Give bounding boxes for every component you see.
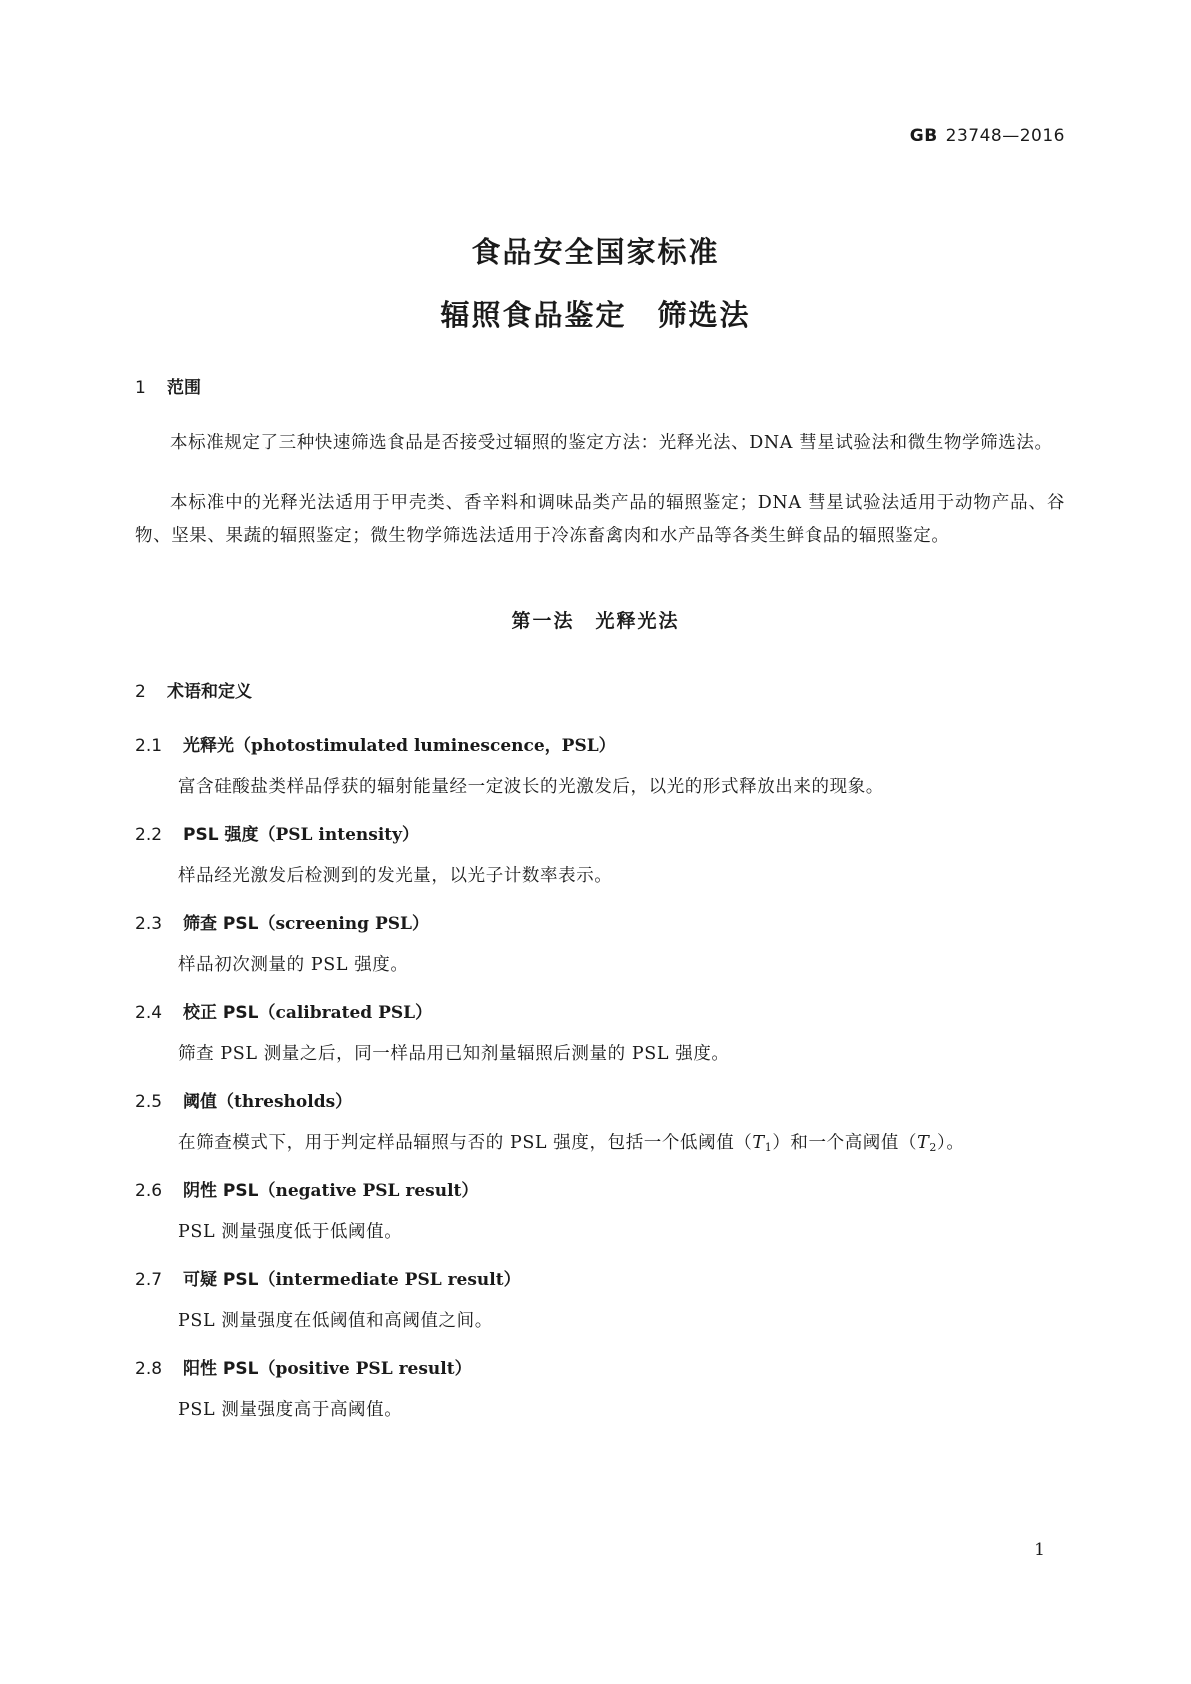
term-definition bbox=[178, 1129, 964, 1154]
term-number: 2.4 bbox=[135, 1003, 163, 1023]
term-english: （thresholds） bbox=[217, 1092, 353, 1112]
scope-paragraph-2: 本标准中的光释光法适用于甲壳类、香辛料和调味品类产品的辐照鉴定；DNA 彗星试验法适用于动物产品、谷物、坚果、果蔬的辐照鉴定；微生物学筛选法适用于冷冻畜禽肉和水产品等各类生鲜食品的辐照鉴定。 bbox=[135, 493, 1065, 546]
method-heading: 第一法 光释光法 bbox=[511, 610, 680, 632]
term-number: 2.1 bbox=[135, 736, 163, 756]
section-1-heading bbox=[135, 373, 201, 398]
definition-text: ）。 bbox=[937, 1133, 965, 1153]
term-heading bbox=[135, 909, 429, 934]
term-name: 光释光 bbox=[183, 736, 234, 756]
term-name: 阳性 PSL bbox=[183, 1359, 259, 1379]
section-number: 1 bbox=[135, 378, 146, 398]
document-title: 食品安全国家标准 bbox=[471, 235, 720, 269]
section-title: 范围 bbox=[167, 378, 201, 398]
term-english: （PSL intensity） bbox=[258, 825, 420, 845]
variable-symbol: T bbox=[917, 1133, 930, 1153]
term-heading bbox=[135, 1176, 478, 1201]
page-number: 1 bbox=[1034, 1540, 1045, 1560]
term-english: （screening PSL） bbox=[258, 914, 429, 934]
term-english: （intermediate PSL result） bbox=[258, 1270, 521, 1290]
term-name: 阈值 bbox=[183, 1092, 217, 1112]
definition-text: ）和一个高阈值（ bbox=[772, 1133, 918, 1153]
term-name: 可疑 PSL bbox=[183, 1270, 259, 1290]
term-english: （calibrated PSL） bbox=[258, 1003, 433, 1023]
term-definition: 样品经光激发后检测到的发光量，以光子计数率表示。 bbox=[178, 866, 613, 886]
standard-code-prefix: GB bbox=[909, 126, 938, 146]
term-number: 2.6 bbox=[135, 1181, 163, 1201]
term-english: （photostimulated luminescence，PSL） bbox=[234, 736, 616, 756]
term-english: （negative PSL result） bbox=[258, 1181, 479, 1201]
term-heading bbox=[135, 731, 616, 756]
term-number: 2.2 bbox=[135, 825, 163, 845]
term-number: 2.5 bbox=[135, 1092, 163, 1112]
term-heading bbox=[135, 1265, 521, 1290]
definition-text: 在筛查模式下，用于判定样品辐照与否的 PSL 强度，包括一个低阈值（ bbox=[178, 1133, 753, 1153]
term-definition: PSL 测量强度在低阈值和高阈值之间。 bbox=[178, 1311, 493, 1331]
section-number: 2 bbox=[135, 682, 146, 702]
term-heading bbox=[135, 820, 419, 845]
term-number: 2.8 bbox=[135, 1359, 163, 1379]
section-2-heading bbox=[135, 677, 252, 702]
term-number: 2.7 bbox=[135, 1270, 163, 1290]
term-english: （positive PSL result） bbox=[258, 1359, 472, 1379]
term-number: 2.3 bbox=[135, 914, 163, 934]
term-heading bbox=[135, 1354, 472, 1379]
term-name: 校正 PSL bbox=[183, 1003, 259, 1023]
term-heading bbox=[135, 1087, 352, 1112]
term-definition: 筛查 PSL 测量之后，同一样品用已知剂量辐照后测量的 PSL 强度。 bbox=[178, 1044, 730, 1064]
term-definition: 富含硅酸盐类样品俘获的辐射能量经一定波长的光激发后，以光的形式释放出来的现象。 bbox=[178, 777, 884, 797]
subscript: 1 bbox=[764, 1141, 773, 1154]
standard-code bbox=[910, 126, 1065, 146]
term-heading bbox=[135, 998, 432, 1023]
term-definition: 样品初次测量的 PSL 强度。 bbox=[178, 955, 409, 975]
term-name: 筛查 PSL bbox=[183, 914, 259, 934]
section-title: 术语和定义 bbox=[167, 682, 252, 702]
variable-symbol: T bbox=[752, 1133, 765, 1153]
scope-paragraph-1: 本标准规定了三种快速筛选食品是否接受过辐照的鉴定方法：光释光法、DNA 彗星试验法和微生物学筛选法。 bbox=[170, 433, 1053, 453]
document-subtitle: 辐照食品鉴定 筛选法 bbox=[440, 298, 751, 332]
standard-code-number: 23748—2016 bbox=[945, 126, 1065, 146]
term-definition: PSL 测量强度高于高阈值。 bbox=[178, 1400, 403, 1420]
term-definition: PSL 测量强度低于低阈值。 bbox=[178, 1222, 403, 1242]
subscript: 2 bbox=[929, 1141, 938, 1154]
term-name: PSL 强度 bbox=[183, 825, 259, 845]
term-name: 阴性 PSL bbox=[183, 1181, 259, 1201]
